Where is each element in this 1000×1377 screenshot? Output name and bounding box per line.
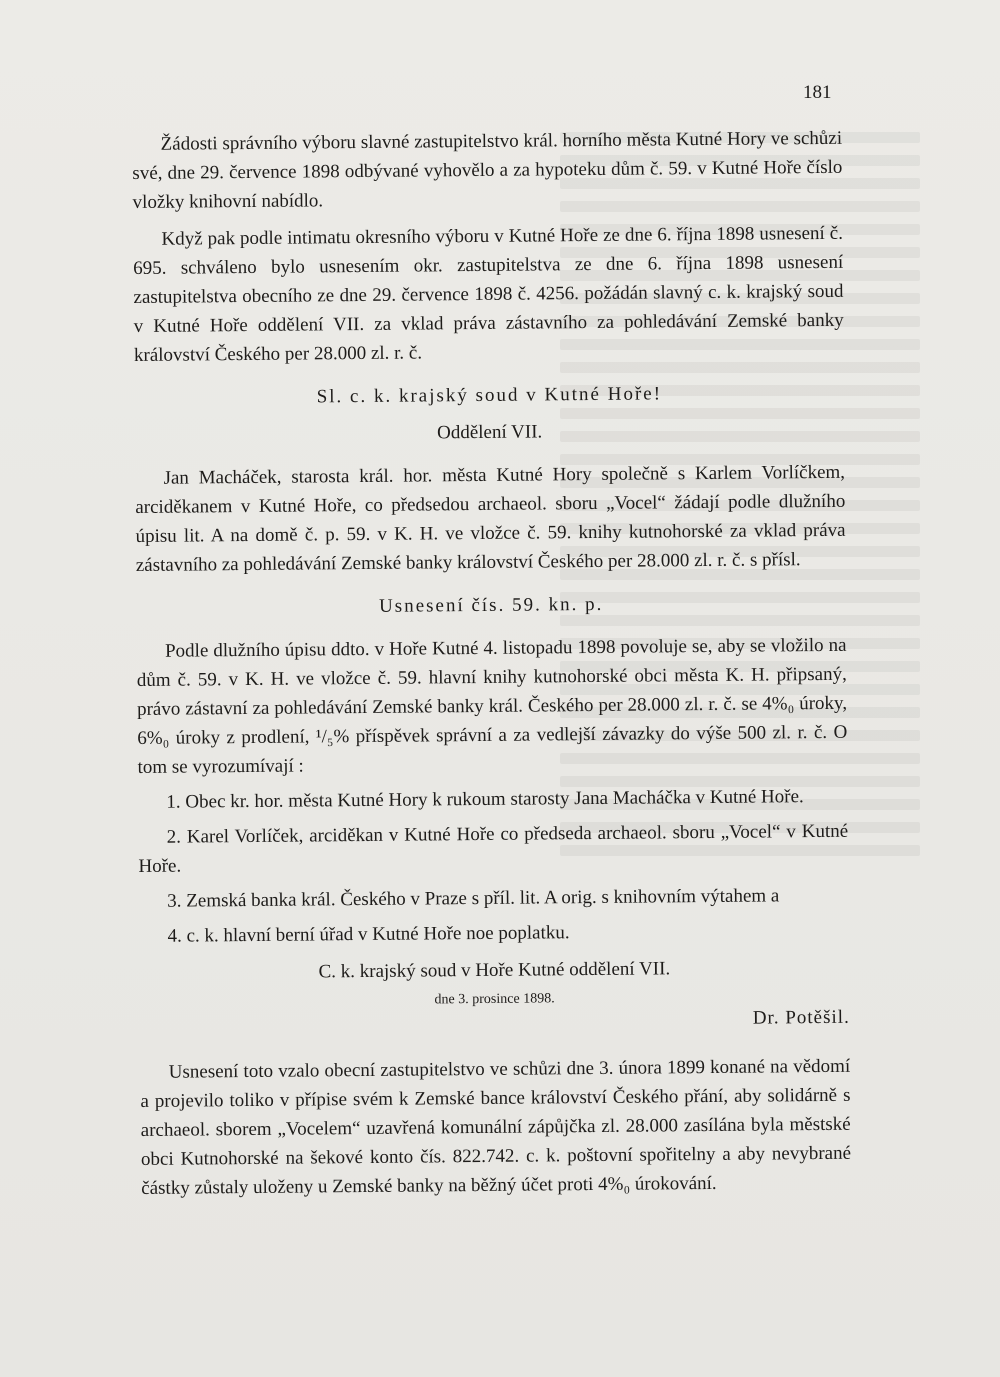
paragraph-5: Usnesení toto vzalo obecní zastupitelstvo ve schůzi dne 3. února 1899 konané na vědomí a projevilo toliko v přípise svém k Zemské bance království Českého přání, aby solidárně s archaeol. sborem „Vocelem“ uzavřená komunální zápůjčka zl. 28.000 zasílána byla městské obci Kutnohorské na šekové konto čís. 822.742. c. k. poštovní spořitelny a aby nevybrané částky zůstaly uloženy u Zemské banky na běžný účet proti 4%₀ úrokování.: [140, 1055, 852, 1199]
list-item-3: 3. Zemská banka král. Českého v Praze s příl. lit. A orig. s knihovním výtahem a: [167, 885, 780, 912]
department-heading: Oddělení VII.: [436, 421, 543, 444]
paragraph-4: Podle dlužního úpisu ddto. v Hoře Kutné 4. listopadu 1898 povoluje se, aby se vložilo na dům č. 59. v K. H. ve vložce č. 59. hlavní knihy kutnohorské obci města K. H. připsaný, právo zástavní za pohledávání Zemské banky král. Českého per 28.000 zl. r. č. se 4%₀ úroky, 6%₀ úroky z prodlení, ¹/₅% příspěvek správní a za vedlejší závazky do výše 500 zl. r. č. O tom se vyrozumívají :: [136, 634, 848, 778]
signature: Dr. Potěšil.: [752, 1006, 850, 1029]
list-item-2: 2. Karel Vorlíček, arciděkan v Kutné Hoře co předseda archaeol. sboru „Vocel“ v Kutné Hoře.: [138, 820, 849, 877]
page-number: 181: [803, 82, 832, 103]
court-line: C. k. krajský soud v Hoře Kutné oddělení VII.: [318, 958, 671, 983]
paragraph-3: Jan Macháček, starosta král. hor. města Kutné Hory společně s Karlem Vorlíčkem, arciděkanem v Kutné Hoře, co předsedou archaeol. sboru „Vocel“ žádají podle dlužního úpisu lit. A na domě č. p. 59. v K. H. ve vložce č. 59. knihy kutnohorské za vklad práva zástavního za pohledávání Zemské banky království Českého per 28.000 zl. r. č. s přísl.: [135, 461, 846, 576]
list-item-4: 4. c. k. hlavní berní úřad v Kutné Hoře noe poplatku.: [167, 922, 570, 947]
date-line: dne 3. prosince 1898.: [434, 991, 555, 1008]
court-address-heading: Sl. c. k. krajský soud v Kutné Hoře!: [316, 383, 663, 408]
paragraph-2: Když pak podle intimatu okresního výboru v Kutné Hoře ze dne 6. října 1898 usnesení č. 695. schváleno bylo usnesením okr. zastupitelstva ze dne 6. října 1898 usnesení zastupitelstva obecního ze dne 29. července 1898 č. 4256. požádán slavný c. k. krajský soud v Kutné Hoře oddělení VII. za vklad práva zástavního za pohledávání Zemské banky království Českého per 28.000 zl. r. č.: [133, 222, 844, 366]
document-body: [132, 124, 851, 1203]
paragraph-1: Žádosti správního výboru slavné zastupitelstvo král. horního města Kutné Hory ve schůzi své, dne 29. července 1898 odbývané vyhovělo a za hypoteku dům č. 59. v Kutné Hoře číslo vložky knihovní nabídlo.: [132, 127, 843, 213]
resolution-heading: Usnesení čís. 59. kn. p.: [378, 593, 604, 617]
list-item-1: 1. Obec kr. hor. města Kutné Hory k rukoum starosty Jana Macháčka v Kutné Hoře.: [166, 786, 804, 813]
